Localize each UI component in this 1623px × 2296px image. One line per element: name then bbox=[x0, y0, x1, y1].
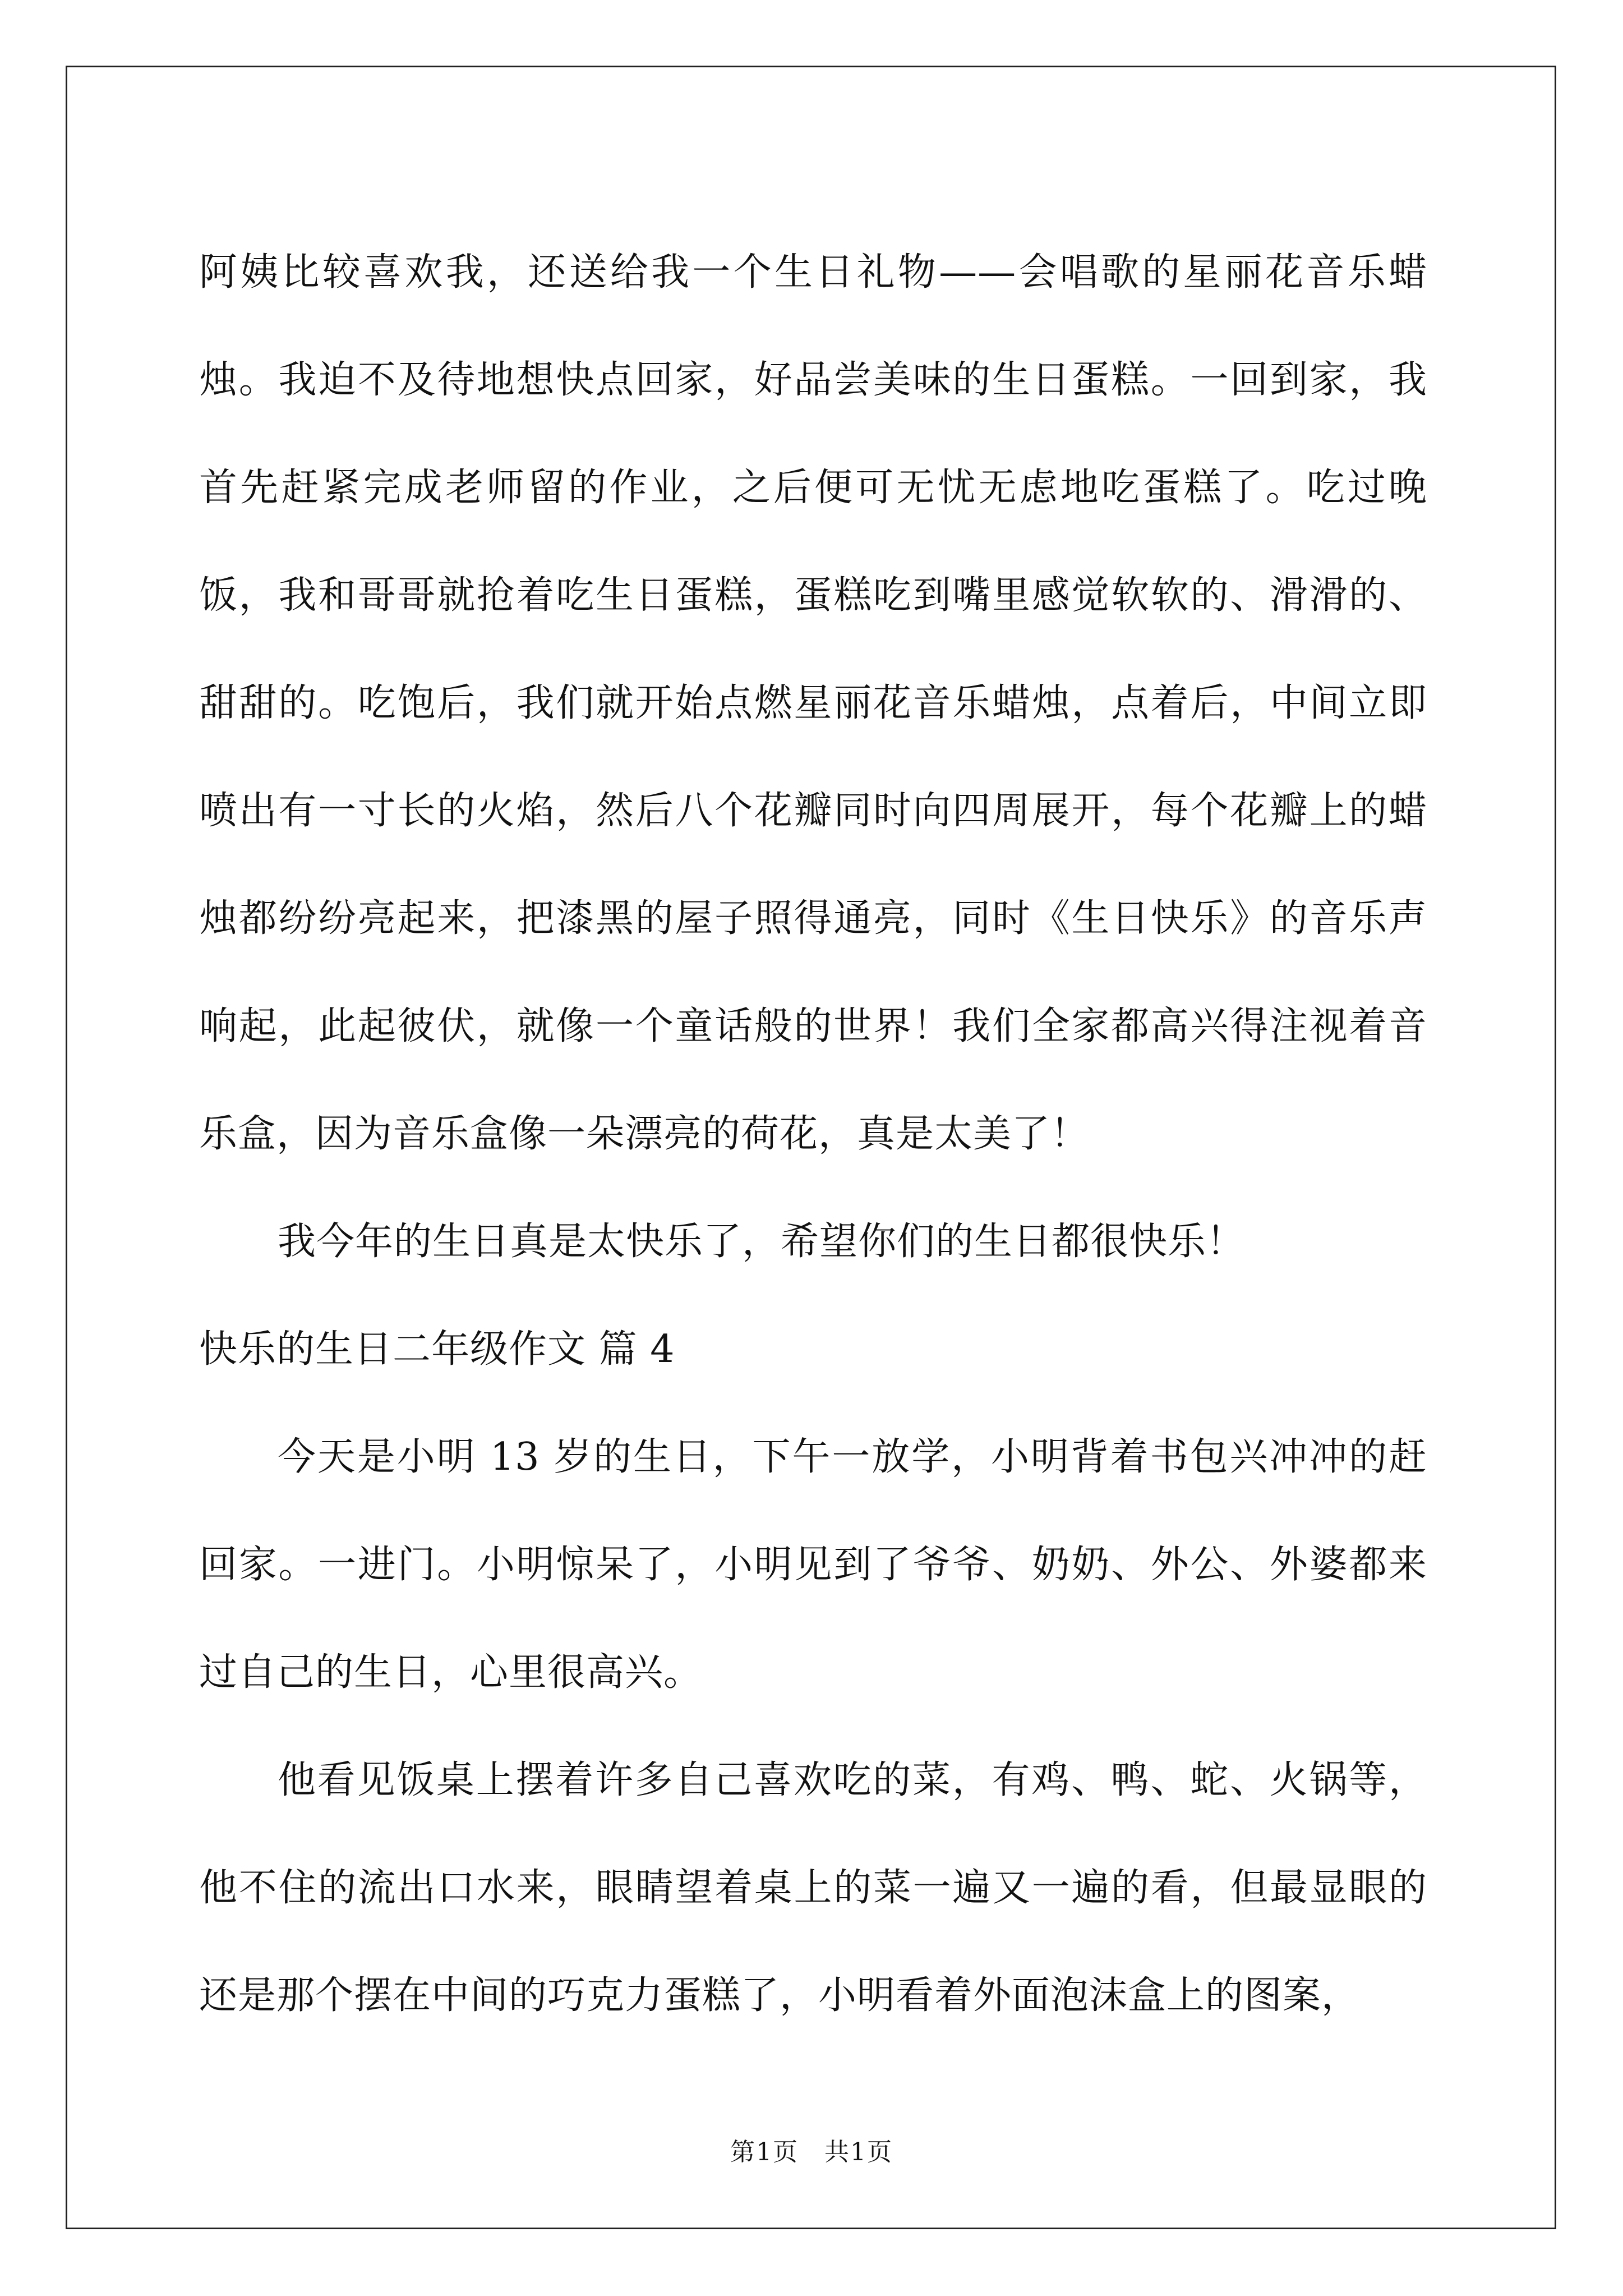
paragraph-3: 今天是小明 13 岁的生日，下午一放学，小明背着书包兴冲冲的赶回家。一进门。小明惊呆了，小明见到了爷爷、奶奶、外公、外婆都来过自己的生日，心里很高兴。 bbox=[199, 1435, 1427, 1695]
document-body bbox=[199, 219, 1427, 2050]
page-footer: 第1页 共1页 bbox=[730, 2138, 893, 2166]
section-heading: 快乐的生日二年级作文 篇 4 bbox=[199, 1327, 675, 1372]
paragraph-2: 我今年的生日真是太快乐了，希望你们的生日都很快乐！ bbox=[278, 1220, 1246, 1264]
paragraph-4: 他看见饭桌上摆着许多自己喜欢吃的菜，有鸡、鸭、蛇、火锅等，他不住的流出口水来，眼睛望着桌上的菜一遍又一遍的看，但最显眼的还是那个摆在中间的巧克力蛋糕了，小明看着外面泡沫盒上的图案， bbox=[199, 1758, 1427, 2018]
paragraph-1: 阿姨比较喜欢我，还送给我一个生日礼物——会唱歌的星丽花音乐蜡烛。我迫不及待地想快点回家，好品尝美味的生日蛋糕。一回到家，我首先赶紧完成老师留的作业，之后便可无忧无虑地吃蛋糕了。吃过晚饭，我和哥哥就抢着吃生日蛋糕，蛋糕吃到嘴里感觉软软的、滑滑的、甜甜的。吃饱后，我们就开始点燃星丽花音乐蜡烛，点着后，中间立即喷出有一寸长的火焰，然后八个花瓣同时向四周展开，每个花瓣上的蜡烛都纷纷亮起来，把漆黑的屋子照得通亮，同时《生日快乐》的音乐声响起，此起彼伏，就像一个童话般的世界！我们全家都高兴得注视着音乐盒，因为音乐盒像一朵漂亮的荷花，真是太美了！ bbox=[199, 250, 1427, 1156]
